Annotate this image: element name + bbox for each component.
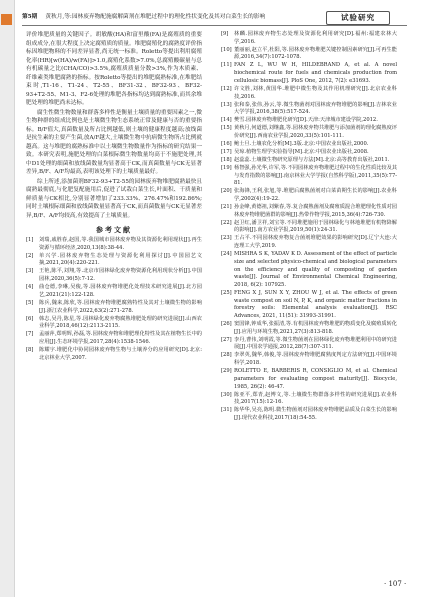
reference-text: 李翠英,魏华,韩俊,等.园林废弃物堆肥腐熟度判定方法研究[J].中国环境科学,2018. xyxy=(234,352,397,367)
reference-text: 刘瑞,戚胜春,赵国,等.我国城市园林废弃物及其资源化利用现状[J].再生资源与循环经济,2020,13(8):38-44. xyxy=(39,237,202,251)
reference-item xyxy=(221,204,397,219)
reference-item xyxy=(26,268,202,283)
issue-number: 第5期 xyxy=(22,14,38,20)
reference-text: 许文胜,刘林,黄国华.堆肥中微生物及其作用机理研究[J].北京农业科技,2016. xyxy=(234,85,397,100)
reference-text: MISHRA S K, YADAV K D. Assessment of the effect of particle size and selected physico-chemical and biological parameters on the efficiency and quality of composting of garden waste[J]. Journal of Environmental Chemical Engineering, 2018, 6(2): 107925. xyxy=(234,251,397,288)
reference-text: 曲仓德,李琳,吴俊,等.园林废弃物堆肥化处理技术研究进展[J].北方园艺,2021(21):122-128. xyxy=(39,284,202,298)
reference-number: [6] xyxy=(26,315,34,322)
reference-item xyxy=(221,392,397,407)
reference-text: 赵蕊蕊.土壤微生物研究原理与方法[M].北京:高等教育出版社,2011. xyxy=(234,156,390,163)
reference-text: 张和泰,张伟,孙云,等.微生物菌剂对园林废弃物堆肥的影响[J].吉林农业大学学报,2016,38(5):517-524. xyxy=(234,101,397,116)
page-number: · 107 · xyxy=(384,580,407,588)
reference-text: 林麟.园林废弃物生态处理及资源化利用研究[D].福州:福建农林大学,2016. xyxy=(234,31,397,45)
reference-item xyxy=(221,407,397,422)
reference-item xyxy=(221,165,397,188)
reference-item xyxy=(221,235,397,250)
reference-list-right xyxy=(221,31,397,423)
reference-number: [8] xyxy=(26,346,34,353)
reference-number: [4] xyxy=(26,284,34,291)
right-column xyxy=(221,31,397,423)
reference-number: [18] xyxy=(221,156,232,163)
reference-item xyxy=(26,316,202,331)
reference-number: [10] xyxy=(221,46,232,53)
reference-number: [16] xyxy=(221,140,232,147)
reference-number: [27] xyxy=(221,336,232,343)
reference-item xyxy=(221,31,397,46)
reference-item xyxy=(221,251,397,290)
reference-text: 李丹,曹伟,刘明霞,等.微生物菌剂在园林绿化废弃物堆肥利用中的研究进展[J].中国农学通报,2012,28(7):307-311. xyxy=(234,336,397,351)
body-paragraph: 腐生性微生物数量和群落多样性是衡量土壤质量的重要因素之一,微生物种群的组成比例也是土壤微生物生态系统正常及健康与否的重要指标。B/F值大,真菌数量及所占比例越低,则土壤的健康程度越高;放线菌是抗生素的主要产生菌,放A/F越大,土壤微生物中抗病微生物所占比例就越高。这与堆肥的腐熟标准中以土壤微生物数量作为指标的研究结果一致。本研究表明,施肥处理的白菜根际微生物数量均高于不施肥处理,其中D1处理的细菌和放线菌数量均显著高于CK,而真菌数量与CK无显著差异,B/F、A/F均最高,表明该处理下的土壤质量最好。 xyxy=(26,109,202,175)
reference-text: 吴琼.植物生理学实验指导[M].北京:中国农业出版社,2008. xyxy=(234,148,369,155)
reference-item xyxy=(221,157,397,165)
reference-item xyxy=(221,86,397,101)
reference-item xyxy=(221,47,397,62)
reference-item xyxy=(221,102,397,117)
header-rule xyxy=(22,25,407,26)
reference-number: [28] xyxy=(221,352,232,359)
reference-item xyxy=(221,352,397,367)
reference-number: [21] xyxy=(221,204,232,211)
reference-number: [11] xyxy=(221,62,232,69)
references-heading: 参考文献 xyxy=(96,226,132,234)
reference-item xyxy=(26,253,202,268)
reference-list-left xyxy=(26,237,202,362)
reference-number: [19] xyxy=(221,164,232,171)
reference-number: [24] xyxy=(221,251,232,258)
article-running-title: 黄秋月,等:园林废弃物配施腐解菌剂在堆肥过程中的理化性状变化及其对白菜生长的影响 xyxy=(45,14,266,20)
body-paragraph: 综上所述,添加菌剂BF32-93+T2-55的园林废弃物堆肥腐熟最快且腐熟最彻底,与化肥复配施用后,促进了试栽白菜生长,叶面积、干质量和鲜质量与CK相比,分别显著增加了233.33%、276.47%和192.86%;同时土壤根际细菌和放线菌数量显著高于CK,而真菌数量与CK无显著差异,B/F、A/F均较高,有效提高了土壤质量。 xyxy=(26,178,202,219)
reference-text: FAN Z L, WU W H, HILDEBRAND A, et al. A novel biochemical route for fuels and chemicals production from cellulosic biomass[J]. PloS One, 2012, 7(2): e31693. xyxy=(234,62,397,84)
reference-number: [5] xyxy=(26,299,34,306)
reference-text: 陈兵,魏来,陈欣,等.园林废弃物堆肥腐熟特性及其对土壤微生物的影响[J].浙江农业科学,2022,63(2):271-278. xyxy=(39,299,202,314)
reference-item xyxy=(26,347,202,362)
reference-item xyxy=(221,368,397,391)
reference-number: [30] xyxy=(221,391,232,398)
reference-item xyxy=(221,117,397,125)
reference-item xyxy=(26,237,202,252)
reference-text: 张海锋,王利,张旭,等.堆肥后腐熟菌剂对白菜苗期生长的影响[J].农业科学,2002(4):19-22. xyxy=(234,188,397,203)
reference-text: 赵卫红,潘卫祥,刘宝等.不同堆肥施用于园林绿化与林地堆肥有机物降解的影响[J].南方农业学报,2019,50(1):24-31. xyxy=(234,219,397,234)
running-header-text xyxy=(22,13,322,21)
reference-item xyxy=(221,125,397,140)
reference-item xyxy=(26,284,202,299)
body-paragraph: 评价堆肥质量的关键因子。胡敏酸(HA)和富里酸(FA)是腐殖质的重要组成成分,在很大程度上决定腐殖质的质量。堆肥腐殖化的腐熟度评价指标因堆肥物料的不同差异显著,尚无统一标准。Roletto等提出利用腐殖化率(HR)[w(HA)/w(FA)]>1.0,腐殖化系数>7.0%,总腐殖酸碳量与总有机碳量之比(CHA/CO)>3.5%,腐殖质质量分数>3%,作为木质素、纤维素类堆肥腐熟的指标。按Roletto等提出的堆肥腐熟标准,在堆肥结束时,T1-16、T1-24、T2-55、BF31-32、BF32-93、BF32-93+T2-55、M1-3、F2-6处理的堆肥各指标均达到腐熟标准,而其余堆肥处理的堆肥尚未达标。 xyxy=(26,32,202,106)
reference-text: 韩志,吴丹,陈星,等.园林绿化废弃物腐熟堆肥处理的研究进展[J].山西农业科学,2018,46(12):2113-2115. xyxy=(39,315,202,330)
reference-text: 黄秋月,何道德,刘继鑫,等.园林废弃物共堆肥与添加菌剂的理化腐熟度评价研究[J].西南农业学报,2020,33(5):101-111. xyxy=(234,125,397,139)
reference-text: 杨智强,孙光华,许军,等.不同园林废弃物堆肥过程中的生化性质比较及其与发育指数的影响[J].南京林业大学学报(自然科学版),2011,35(5):77-81. xyxy=(234,164,397,187)
reference-number: [13] xyxy=(221,101,232,108)
reference-text: 孙金峰,黄德祖,刘紫春,等.复合腐熟菌剂及腐殖质混合堆肥理化性质对园林废弃物堆肥菌群的影响[J].热带作物学报,2015,36(4):726-730. xyxy=(234,204,397,218)
reference-number: [14] xyxy=(221,117,232,124)
reference-item xyxy=(221,321,397,336)
reference-number: [7] xyxy=(26,331,34,338)
reference-number: [15] xyxy=(221,125,232,132)
section-badge: 试验研究 xyxy=(326,11,390,25)
reference-text: ROLETTO E, BARBERIS R, CONSIGLIO M, et al. Chemical parameters for evaluating compost maturity[J]. Biocycle, 1985, 26(2): 46-47. xyxy=(234,368,397,390)
left-column xyxy=(26,31,202,363)
reference-item xyxy=(26,300,202,315)
reference-text: 陈亚平,郑青,赵博文,等.土壤微生物群落多样性的研究进展[J].农业科技,2017(15):12-16. xyxy=(234,391,397,406)
reference-number: [31] xyxy=(221,407,232,414)
reference-number: [3] xyxy=(26,268,34,275)
reference-text: 孟丽萍,郑明辉,孙磊,等.园林废弃物和堆肥理化特性及其在植物生长中的应用[J].生态环境学报,2017,28(4):1538-1546. xyxy=(39,331,202,345)
reference-item xyxy=(26,331,202,346)
reference-item xyxy=(221,290,397,321)
reference-text: 王艳,陈平,刘翔,等.北京市园林绿化废弃物资源化利用现状分析[J].中国园林,2020,36(5):7-12. xyxy=(39,268,202,283)
reference-text: 樊雪.园林废弃物堆肥化研究[D].天津:天津城市建设学院,2012. xyxy=(234,117,378,124)
reference-item xyxy=(221,337,397,352)
reference-item xyxy=(221,62,397,85)
reference-text: FENG X J, SUN X Y, ZHOU W J, et al. The effects of green waste compost on soil N, P, K, and organic matter fractions in forestry soils: Elemental analysis evaluation[J]. RSC Advances, 2021, 11(51): 31993-31991. xyxy=(234,289,397,320)
reference-text: 陈耀宇.堆肥化中协同园林废弃物生物与土壤养分的应用研究[D].北京:北京林业大学,2007. xyxy=(39,346,202,361)
reference-text: 王占平.不同园林废弃物复合菌剂堆肥效果的影响研究[D].辽宁大连:大连理工大学,2019. xyxy=(234,235,397,250)
reference-number: [1] xyxy=(26,237,34,243)
running-header xyxy=(0,0,427,26)
reference-text: 窦国锋,钟成华,张振清,等.有机园林废弃物堆肥的物质变化及腐殖质转化[J].应用与环境生物,2021,27(3):813-818. xyxy=(234,321,397,335)
reference-number: [26] xyxy=(221,321,232,328)
page-edge-strip xyxy=(0,0,15,597)
reference-text: 陈华华,吴亮,陈明.微生物菌剂对园林废弃物堆肥品质及白菜生长的影响[J].现代农业科技,2017(18):54-55. xyxy=(234,407,397,421)
reference-text: 董丽丽,赵立平,杜阳,等.园林废弃物堆肥关键控制因素研究[J].可再生能源,2016,34(7):1072-1078. xyxy=(234,46,397,61)
reference-item xyxy=(221,220,397,235)
reference-number: [20] xyxy=(221,188,232,195)
reference-item xyxy=(221,141,397,149)
reference-number: [12] xyxy=(221,85,232,92)
reference-number: [9] xyxy=(221,31,229,37)
reference-number: [22] xyxy=(221,219,232,226)
reference-number: [23] xyxy=(221,235,232,242)
reference-number: [25] xyxy=(221,289,232,296)
reference-text: 鲍士旦.土壤农化分析[M].3版.北京:中国农业出版社,2000. xyxy=(234,140,369,147)
reference-number: [2] xyxy=(26,252,34,259)
reference-item xyxy=(221,188,397,203)
reference-text: 单兴学.园林废弃物生态处理与资源化利用探讨[J].中国园艺文摘,2021,20(4):220-221. xyxy=(39,252,202,267)
reference-item xyxy=(221,149,397,157)
reference-number: [17] xyxy=(221,148,232,155)
reference-number: [29] xyxy=(221,368,232,375)
